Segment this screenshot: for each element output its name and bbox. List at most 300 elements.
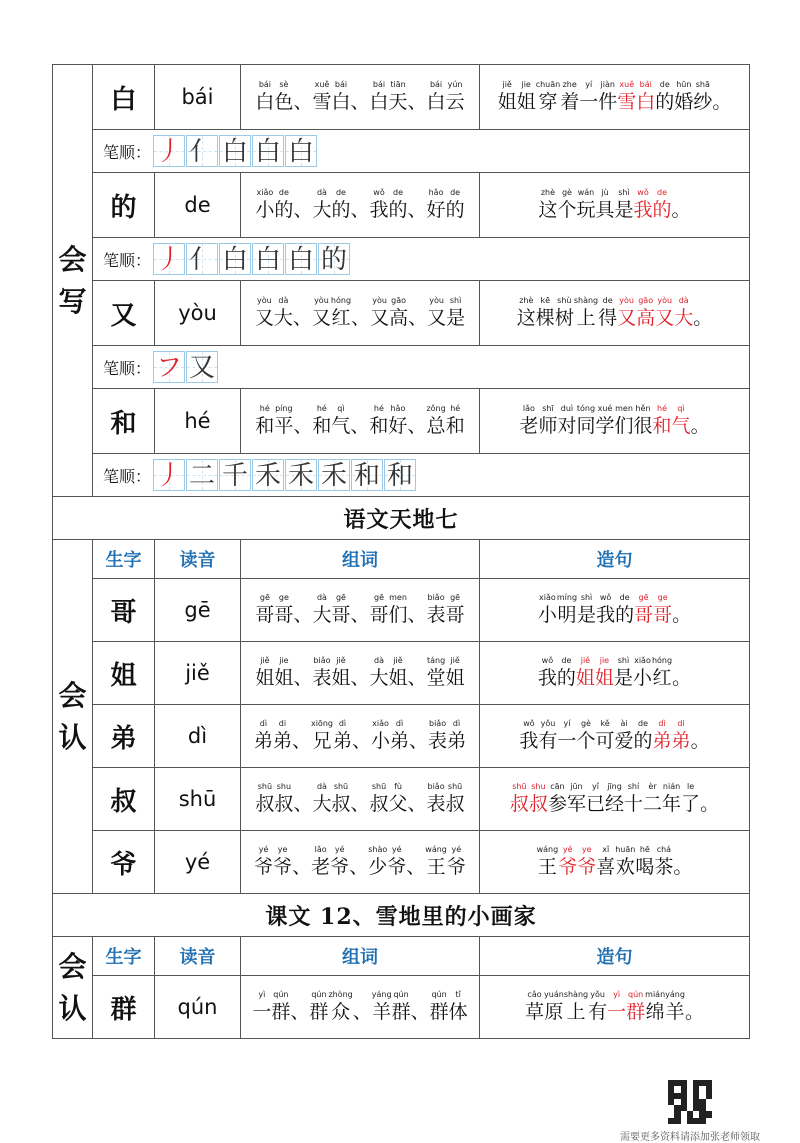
pinyin-annotation: qún bbox=[273, 990, 289, 999]
column-header-char: 生字 bbox=[93, 937, 155, 976]
hanzi: 我 bbox=[596, 604, 616, 626]
hanzi: 和 bbox=[369, 415, 389, 437]
pinyin-annotation: shù bbox=[557, 296, 572, 305]
annotated-char bbox=[389, 593, 408, 627]
pinyin-annotation: qún bbox=[431, 990, 447, 999]
annotated-char bbox=[312, 782, 331, 816]
pinyin-annotation: gē bbox=[450, 593, 461, 602]
hanzi: 具 bbox=[595, 199, 615, 221]
hanzi: 、 bbox=[407, 415, 427, 437]
hanzi: 十 bbox=[624, 793, 644, 815]
annotated-char bbox=[333, 719, 352, 753]
pinyin-annotation: shì bbox=[617, 656, 630, 665]
annotated-char bbox=[595, 188, 614, 222]
hanzi: 、 bbox=[293, 667, 313, 689]
hanzi: 天 bbox=[388, 91, 408, 113]
hanzi: 云 bbox=[445, 91, 465, 113]
pinyin-annotation: zǒng bbox=[426, 404, 446, 413]
pinyin-annotation: gē bbox=[259, 593, 270, 602]
annotated-char bbox=[255, 80, 274, 114]
annotated-char bbox=[427, 296, 446, 330]
pinyin-annotation: yé bbox=[562, 845, 573, 854]
annotated-char bbox=[596, 593, 615, 627]
hanzi: 、 bbox=[292, 856, 312, 878]
hanzi: 群 bbox=[271, 1001, 291, 1023]
pinyin-annotation: wǒ bbox=[599, 593, 612, 602]
annotated-char bbox=[311, 845, 330, 879]
hanzi: 、 bbox=[407, 199, 427, 221]
stroke-grid-box bbox=[186, 243, 218, 275]
annotated-char bbox=[388, 404, 407, 438]
hanzi: 着 bbox=[560, 91, 580, 113]
annotated-char bbox=[617, 80, 636, 114]
annotated-char bbox=[446, 404, 465, 438]
stroke-grid-box bbox=[219, 243, 251, 275]
hanzi: 群 bbox=[309, 1001, 329, 1023]
hanzi: 叔 bbox=[274, 793, 294, 815]
pinyin-cell: yòu bbox=[155, 281, 241, 346]
hanzi: 。 bbox=[672, 667, 692, 689]
annotated-char bbox=[634, 719, 653, 753]
pinyin-annotation: shū bbox=[333, 782, 349, 791]
annotated-char bbox=[328, 990, 352, 1024]
hanzi: 有 bbox=[538, 730, 558, 752]
hanzi: 、 bbox=[350, 91, 370, 113]
header-row bbox=[53, 540, 750, 579]
words-line bbox=[241, 990, 479, 1024]
pinyin-annotation: yé bbox=[334, 845, 345, 854]
hanzi: 对 bbox=[557, 415, 577, 437]
stroke-glyph: 丿 bbox=[156, 461, 183, 491]
hanzi: 这 bbox=[538, 199, 558, 221]
pinyin-annotation: dà bbox=[374, 656, 384, 665]
pinyin-annotation: xiǎo bbox=[256, 188, 274, 197]
annotated-char bbox=[290, 990, 309, 1024]
hanzi: 爷 bbox=[254, 856, 274, 878]
pinyin-annotation: de bbox=[393, 188, 404, 197]
pinyin-annotation: xiǎo bbox=[634, 656, 651, 665]
pinyin-annotation: jūn bbox=[570, 782, 583, 791]
char-cell: 哥 bbox=[93, 579, 155, 642]
hanzi: 上 bbox=[566, 1001, 586, 1023]
hanzi: 。 bbox=[672, 604, 692, 626]
annotated-char bbox=[674, 80, 693, 114]
hanzi: 弟 bbox=[390, 730, 410, 752]
hanzi: 高 bbox=[389, 307, 409, 329]
pinyin-annotation: jiě bbox=[502, 80, 512, 89]
pinyin-annotation: qún bbox=[311, 990, 327, 999]
hanzi: 羊 bbox=[665, 1001, 685, 1023]
pinyin-annotation: zhe bbox=[562, 80, 577, 89]
hanzi: 的 bbox=[633, 730, 653, 752]
hanzi: 叔 bbox=[369, 793, 389, 815]
header-row bbox=[53, 937, 750, 976]
hanzi: 。 bbox=[712, 91, 732, 113]
stroke-grid-box bbox=[186, 135, 218, 167]
hanzi: 又 bbox=[370, 307, 390, 329]
hanzi: 爷 bbox=[330, 856, 350, 878]
annotated-char bbox=[634, 404, 653, 438]
annotated-char bbox=[653, 593, 672, 627]
hanzi: 姐 bbox=[594, 667, 614, 689]
pinyin-annotation: jù bbox=[601, 188, 609, 197]
annotated-char bbox=[548, 782, 567, 816]
annotated-char bbox=[389, 296, 408, 330]
words-cell bbox=[241, 705, 480, 768]
hanzi: 已 bbox=[585, 793, 605, 815]
hanzi: 兄 bbox=[312, 730, 332, 752]
sentence-line bbox=[480, 296, 749, 330]
hanzi: 原 bbox=[544, 1001, 564, 1023]
hanzi: 大 bbox=[312, 793, 332, 815]
pinyin-annotation: xiǎo bbox=[372, 719, 389, 728]
stroke-glyph: 禾 bbox=[255, 461, 282, 491]
pinyin-annotation: gē bbox=[335, 593, 346, 602]
hanzi: 参 bbox=[547, 793, 567, 815]
words-line bbox=[241, 404, 479, 438]
annotated-char bbox=[389, 656, 408, 690]
annotated-char bbox=[408, 80, 427, 114]
annotated-char bbox=[252, 990, 271, 1024]
section-label-char: 认 bbox=[58, 720, 87, 754]
recognize-row bbox=[53, 705, 750, 768]
annotated-char bbox=[517, 80, 536, 114]
hanzi: 好 bbox=[426, 199, 446, 221]
hanzi: 王 bbox=[537, 856, 557, 878]
pinyin-annotation: yǐ bbox=[591, 782, 599, 791]
pinyin-annotation: yáng bbox=[665, 990, 685, 999]
section-title-row bbox=[53, 894, 750, 937]
char-cell: 又 bbox=[93, 281, 155, 346]
annotated-char bbox=[576, 404, 595, 438]
pinyin-annotation: bái bbox=[429, 80, 443, 89]
hanzi: 姐 bbox=[274, 667, 294, 689]
pinyin-annotation: bái bbox=[639, 80, 652, 89]
pinyin-annotation: zhè bbox=[519, 296, 534, 305]
annotated-char bbox=[446, 782, 465, 816]
pinyin-annotation: shī bbox=[542, 404, 554, 413]
annotated-char bbox=[558, 845, 577, 879]
annotated-char bbox=[312, 656, 331, 690]
write-row bbox=[53, 281, 750, 346]
pinyin-annotation: shàng bbox=[563, 990, 589, 999]
pinyin-annotation: yòu bbox=[257, 296, 272, 305]
annotated-char bbox=[350, 782, 369, 816]
pinyin-annotation: biǎo bbox=[427, 782, 445, 791]
annotated-char bbox=[255, 296, 274, 330]
hanzi: 一 bbox=[607, 1001, 627, 1023]
hanzi: 又 bbox=[311, 307, 331, 329]
pinyin-annotation: ài bbox=[620, 719, 628, 728]
pinyin-annotation: shí bbox=[627, 782, 640, 791]
annotated-char bbox=[446, 656, 465, 690]
sentence-cell bbox=[480, 65, 750, 130]
annotated-char bbox=[634, 188, 653, 222]
stroke-glyph: 千 bbox=[222, 461, 249, 491]
sentence-line bbox=[480, 845, 749, 879]
pinyin-annotation: wǒ bbox=[523, 719, 535, 728]
pinyin-annotation: bái bbox=[258, 80, 272, 89]
annotated-char bbox=[615, 719, 634, 753]
hanzi: 很 bbox=[633, 415, 653, 437]
pinyin-annotation: ge bbox=[278, 593, 289, 602]
hanzi: 叔 bbox=[509, 793, 529, 815]
hanzi: 、 bbox=[350, 415, 370, 437]
words-cell bbox=[241, 768, 480, 831]
annotated-char bbox=[672, 188, 691, 222]
annotated-char bbox=[274, 188, 293, 222]
column-header-words: 组词 bbox=[241, 937, 480, 976]
annotated-char bbox=[425, 845, 447, 879]
hanzi: 、 bbox=[350, 199, 370, 221]
hanzi: 。 bbox=[693, 307, 713, 329]
stroke-order-row bbox=[53, 346, 750, 389]
recognize-row bbox=[53, 642, 750, 705]
hanzi: 众 bbox=[331, 1001, 351, 1023]
hanzi: 雪 bbox=[617, 91, 637, 113]
pinyin-annotation: yé bbox=[391, 845, 402, 854]
stroke-order-label: 笔顺： bbox=[103, 142, 152, 162]
hanzi: 的 bbox=[388, 199, 408, 221]
hanzi: 这 bbox=[516, 307, 536, 329]
pinyin-cell: dì bbox=[155, 705, 241, 768]
pinyin-annotation: yí bbox=[563, 719, 571, 728]
hanzi: 、 bbox=[349, 856, 369, 878]
annotated-char bbox=[371, 719, 390, 753]
stroke-grid-box bbox=[153, 459, 185, 491]
hanzi: 我 bbox=[369, 199, 389, 221]
char-cell: 群 bbox=[93, 976, 155, 1039]
annotated-char bbox=[293, 782, 312, 816]
pinyin-annotation: ye bbox=[581, 845, 592, 854]
hanzi: 哥 bbox=[634, 604, 654, 626]
annotated-char bbox=[353, 990, 372, 1024]
section-title: 课文 12、雪地里的小画家 bbox=[53, 894, 750, 937]
char-cell: 姐 bbox=[93, 642, 155, 705]
worksheet bbox=[52, 64, 749, 1039]
hanzi: 爱 bbox=[614, 730, 634, 752]
words-line bbox=[241, 188, 479, 222]
hanzi: 的 bbox=[556, 667, 576, 689]
annotated-char bbox=[427, 782, 446, 816]
char-cell: 和 bbox=[93, 389, 155, 454]
stroke-order-row bbox=[53, 454, 750, 497]
hanzi: 是 bbox=[613, 667, 633, 689]
write-row bbox=[53, 65, 750, 130]
column-header-pinyin: 读音 bbox=[155, 937, 241, 976]
annotated-char bbox=[576, 188, 595, 222]
stroke-glyph: 禾 bbox=[288, 461, 315, 491]
hanzi: 是 bbox=[446, 307, 466, 329]
pinyin-annotation: men bbox=[615, 404, 633, 413]
annotated-char bbox=[349, 845, 368, 879]
pinyin-annotation: hé bbox=[373, 404, 384, 413]
sentence-cell bbox=[480, 579, 750, 642]
hanzi: 姐 bbox=[575, 667, 595, 689]
hanzi: 姐 bbox=[516, 91, 536, 113]
hanzi: 姐 bbox=[255, 667, 275, 689]
annotated-char bbox=[390, 719, 409, 753]
pinyin-annotation: jiě bbox=[580, 656, 591, 665]
hanzi: 可 bbox=[595, 730, 615, 752]
hanzi: 、 bbox=[410, 1001, 430, 1023]
annotated-char bbox=[588, 990, 607, 1024]
stroke-grid-box bbox=[153, 351, 185, 383]
stroke-grid-box bbox=[384, 459, 416, 491]
column-header-pinyin: 读音 bbox=[155, 540, 241, 579]
pinyin-annotation: zhè bbox=[540, 188, 556, 197]
hanzi: 哥 bbox=[369, 604, 389, 626]
annotated-char bbox=[372, 990, 392, 1024]
pinyin-cell: bái bbox=[155, 65, 241, 130]
stroke-grid-box bbox=[252, 243, 284, 275]
pinyin-annotation: jie bbox=[599, 656, 610, 665]
words-cell bbox=[241, 281, 480, 346]
pinyin-cell: qún bbox=[155, 976, 241, 1039]
annotated-char bbox=[408, 296, 427, 330]
annotated-char bbox=[331, 296, 351, 330]
hanzi: 有 bbox=[588, 1001, 608, 1023]
section-label-char: 认 bbox=[58, 991, 87, 1025]
pinyin-annotation: jiě bbox=[450, 656, 460, 665]
pinyin-annotation: èr bbox=[648, 782, 657, 791]
pinyin-annotation: hē bbox=[639, 845, 650, 854]
stroke-glyph: 白 bbox=[222, 245, 249, 275]
pinyin-annotation: jiě bbox=[393, 656, 403, 665]
annotated-char bbox=[538, 404, 557, 438]
words-line bbox=[241, 656, 479, 690]
pinyin-annotation: shì bbox=[618, 188, 630, 197]
annotated-char bbox=[653, 188, 672, 222]
annotated-char bbox=[693, 296, 712, 330]
pinyin-cell: shū bbox=[155, 768, 241, 831]
hanzi: 欢 bbox=[615, 856, 635, 878]
annotated-char bbox=[595, 719, 614, 753]
pinyin-annotation: biǎo bbox=[429, 719, 447, 728]
hanzi: 老 bbox=[311, 856, 331, 878]
pinyin-annotation: chá bbox=[656, 845, 672, 854]
hanzi: 和 bbox=[255, 415, 275, 437]
pinyin-annotation: gāo bbox=[391, 296, 407, 305]
hanzi: 、 bbox=[352, 1001, 372, 1023]
stroke-glyph: 白 bbox=[255, 137, 282, 167]
pinyin-annotation: yuán bbox=[544, 990, 564, 999]
hanzi: 气 bbox=[331, 415, 351, 437]
pinyin-annotation: gè bbox=[561, 188, 572, 197]
words-line bbox=[241, 593, 479, 627]
pinyin-annotation: shū bbox=[512, 782, 527, 791]
pinyin-annotation: de bbox=[335, 188, 346, 197]
hanzi: 穿 bbox=[538, 91, 558, 113]
stroke-grid-box bbox=[186, 459, 218, 491]
pinyin-annotation: yòu bbox=[314, 296, 329, 305]
section-label bbox=[53, 65, 93, 497]
char-cell: 弟 bbox=[93, 705, 155, 768]
footer-text: 需要更多资料请添加张老师领取 bbox=[620, 1132, 760, 1143]
annotated-char bbox=[387, 845, 406, 879]
hanzi: 同 bbox=[576, 415, 596, 437]
annotated-char bbox=[446, 80, 465, 114]
stroke-glyph: 白 bbox=[288, 137, 315, 167]
annotated-char bbox=[427, 188, 446, 222]
qr-code-icon bbox=[668, 1080, 712, 1124]
sentence-cell bbox=[480, 705, 750, 768]
pinyin-annotation: tǐ bbox=[455, 990, 461, 999]
annotated-char bbox=[665, 990, 685, 1024]
annotated-char bbox=[350, 656, 369, 690]
hanzi: 、 bbox=[293, 199, 313, 221]
pinyin-annotation: shàng bbox=[573, 296, 599, 305]
hanzi: 弟 bbox=[671, 730, 691, 752]
hanzi: 的 bbox=[652, 199, 672, 221]
annotated-char bbox=[576, 719, 595, 753]
annotated-char bbox=[406, 845, 425, 879]
hanzi: 表 bbox=[426, 793, 446, 815]
pinyin-annotation: bái bbox=[334, 80, 348, 89]
hanzi: 表 bbox=[428, 730, 448, 752]
hanzi: 、 bbox=[293, 415, 313, 437]
hanzi: 一 bbox=[579, 91, 599, 113]
pinyin-annotation: biǎo bbox=[313, 656, 331, 665]
stroke-grid-box bbox=[252, 135, 284, 167]
hanzi: 。 bbox=[690, 730, 710, 752]
annotated-char bbox=[579, 80, 598, 114]
hanzi: 弟 bbox=[447, 730, 467, 752]
hanzi: 纱 bbox=[693, 91, 713, 113]
hanzi: 叔 bbox=[445, 793, 465, 815]
hanzi: 叔 bbox=[528, 793, 548, 815]
annotated-char bbox=[392, 990, 411, 1024]
hanzi: 、 bbox=[406, 856, 426, 878]
hanzi: 年 bbox=[662, 793, 682, 815]
annotated-char bbox=[368, 845, 387, 879]
hanzi: 绵 bbox=[645, 1001, 665, 1023]
hanzi: 体 bbox=[448, 1001, 468, 1023]
stroke-grid-box bbox=[318, 459, 350, 491]
hanzi: 茶 bbox=[654, 856, 674, 878]
hanzi: 。 bbox=[671, 199, 691, 221]
stroke-order-cell bbox=[93, 454, 750, 497]
sentence-line bbox=[480, 593, 749, 627]
stroke-grid-box bbox=[186, 351, 218, 383]
pinyin-annotation: shì bbox=[449, 296, 462, 305]
annotated-char bbox=[605, 782, 624, 816]
hanzi: 高 bbox=[636, 307, 656, 329]
words-cell bbox=[241, 389, 480, 454]
hanzi: 表 bbox=[426, 604, 446, 626]
annotated-char bbox=[557, 593, 577, 627]
annotated-char bbox=[312, 404, 331, 438]
hanzi: 。 bbox=[673, 856, 693, 878]
stroke-grid-box bbox=[153, 135, 185, 167]
char-cell: 叔 bbox=[93, 768, 155, 831]
hanzi: 叔 bbox=[331, 793, 351, 815]
stroke-glyph: 亻 bbox=[189, 137, 216, 167]
pinyin-annotation: shu bbox=[276, 782, 292, 791]
annotated-char bbox=[557, 404, 576, 438]
pinyin-annotation: chuān bbox=[535, 80, 561, 89]
hanzi: 和 bbox=[652, 415, 672, 437]
worksheet-table bbox=[52, 64, 750, 1039]
hanzi: 我 bbox=[633, 199, 653, 221]
hanzi: 、 bbox=[293, 604, 313, 626]
annotated-char bbox=[411, 990, 430, 1024]
annotated-char bbox=[645, 990, 665, 1024]
section-label-char: 写 bbox=[58, 284, 87, 318]
stroke-order-cell bbox=[93, 238, 750, 281]
hanzi: 。 bbox=[690, 415, 710, 437]
annotated-char bbox=[655, 296, 674, 330]
